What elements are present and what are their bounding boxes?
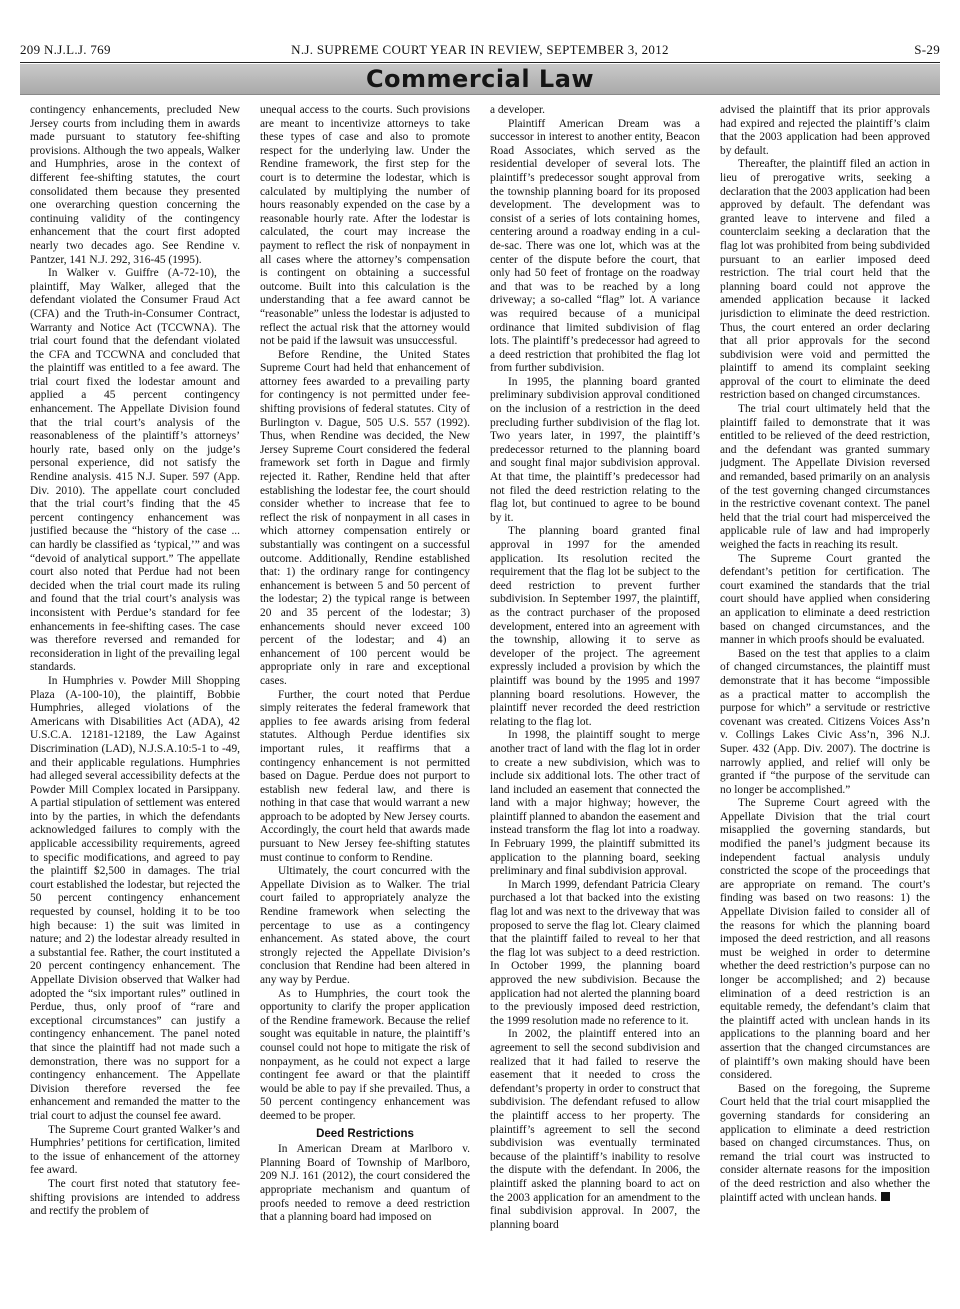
body-paragraph: Further, the court noted that Perdue simply reiterates the federal framework that applies to fee awards arising from federal statutes. Although Perdue identifies six important rules, it reaffirms that a contingency enhancement is not permitted based on Dague. Perdue does not purport to establish new federal law, and there is nothing in that case that would warrant a new approach to be adopted by New Jersey courts. Accordingly, the court held that awards made pursuant to New Jersey fee-shifting statutes must continue to conform to Rendine. xyxy=(260,688,470,864)
body-paragraph: In Walker v. Guiffre (A-72-10), the plaintiff, May Walker, alleged that the defendant violated the Consumer Fraud Act (CFA) and the Truth-in-Consumer Contract, Warranty and Notice Act (TCCWNA). The trial court found that the defendant violated the CFA and TCCWNA and concluded that the plaintiff was entitled to a fee award. The trial court fixed the lodestar amount and applied a 45 percent contingency enhancement. The Appellate Division found that the trial court’s analysis of the reasonableness of the plaintiff’s attorneys’ hourly rate, based only on the judge’s personal experience, did not satisfy the Rendine analysis. 415 N.J. Super. 597 (App. Div. 2010). The appellate court concluded that the trial court’s finding that the 45 percent contingency enhancement was justified because the “history of the case ... can hardly be classified as ‘typical,’” and was “devoid of analytical support.” The appellate court also noted that Perdue had not been decided when the trial court made its ruling and found that the trial court’s analysis was inconsistent with Perdue’s standard for fee enhancements in fee-shifting cases. The case was therefore reversed and remanded for reconsideration in light of the prevailing legal standards. xyxy=(30,267,240,674)
body-paragraph: The Supreme Court agreed with the Appellate Division that the trial court misapplied the governing standards, but modified the panel’s judgment because its independent factual analysis unduly constricted the scope of the proceedings that are appropriate on remand. The court’s finding was based on two reasons: 1) the Appellate Division failed to consider all of the reasons for which the planning board imposed the deed restriction, and all reasons must be weighed in order to determine whether the deed restriction’s purpose can no longer be accomplished; and 2) because elimination of a deed restriction is an equitable remedy, the defendant’s claim that the plaintiff acted with unclean hands in its applications to the planning board and her assertion that the changed circumstances are of plaintiff’s own making should have been considered. xyxy=(720,797,930,1082)
body-paragraph: Thereafter, the plaintiff filed an action in lieu of prerogative writs, seeking a declaration that the 2003 application had been approved by default. The defendant was granted leave to intervene and filed a counterclaim seeking a declaration that the flag lot was prohibited from being subdivided pursuant to an earlier imposed deed restriction. The trial court held that the planning board could not approve the amended application because it lacked jurisdiction to eliminate the deed restriction. Thus, the court entered an order declaring that all prior approvals for the second subdivision were void and permitted the plaintiff to amend its complaint seeking approval of the court to eliminate the deed restriction based on changed circumstances. xyxy=(720,158,930,402)
column-4 xyxy=(720,104,930,1289)
column-2 xyxy=(260,104,470,1289)
page-citation: 209 N.J.L.J. 769 xyxy=(20,42,111,57)
body-paragraph: The planning board granted final approval in 1997 for the amended application. Its resolution recited the requirement that the flag lot be subject to the deed restriction to prevent further subdivision. In September 1997, the plaintiff, as the contract purchaser of the proposed development, entered into an agreement with the township, allowing it to serve as developer of the project. The agreement expressly included a provision by which the plaintiff was bound by the 1995 and 1997 planning board resolutions. However, the plaintiff never recorded the deed restriction relating to the flag lot. xyxy=(490,525,700,728)
body-paragraph: Plaintiff American Dream was a successor in interest to another entity, Beacon Road Associates, which served as the residential developer of several lots. The plaintiff’s predecessor sought approval from the township planning board for its proposed development. The development was to consist of a series of lots containing homes, centering around a roadway ending in a cul-de-sac. There was one lot, which was at the center of the dispute before the court, that only had 50 feet of frontage on the roadway and that was to be reached by a long driveway; a so-called “flag” lot. A variance was required because of a municipal ordinance that limited subdivision of flag lots. The plaintiff’s predecessor had agreed to a deed restriction that prohibited the flag lot from further subdivision. xyxy=(490,117,700,375)
body-paragraph: In 1995, the planning board granted preliminary subdivision approval conditioned on the inclusion of a restriction in the deed precluding further subdivision of the flag lot. Two years later, in 1997, the plaintiff’s predecessor returned to the planning board and sought final major subdivision approval. At that time, the plaintiff’s predecessor had not filed the deed restriction relating to the flag lot, but continued to agree to be bound by it. xyxy=(490,375,700,524)
article-body xyxy=(30,104,930,1289)
body-paragraph: Before Rendine, the United States Supreme Court had held that enhancement of attorney fees awarded to a prevailing party for contingency is not permitted under fee-shifting provisions of federal statutes. City of Burlington v. Dague, 505 U.S. 557 (1992). Thus, when Rendine was decided, the New Jersey Supreme Court considered the federal framework set forth in Dague and firmly rejected it. Rather, Rendine held that after establishing the lodestar fee, the court should consider whether to increase that fee to reflect the risk of nonpayment in all cases in which attorney compensation entirely or substantially was contingent on a successful outcome. Additionally, Rendine established that: 1) the ordinary range for contingency enhancement is between 5 and 50 percent of the lodestar; 2) the typical range is between 20 and 35 percent of the lodestar; 3) enhancements should never exceed 100 percent of the lodestar; and 4) an enhancement of 100 percent would be appropriate only in rare and exceptional cases. xyxy=(260,348,470,687)
body-paragraph: The court first noted that statutory fee-shifting provisions are intended to address and rectify the problem of xyxy=(30,1177,240,1218)
body-paragraph: contingency enhancements, precluded New Jersey courts from including them in awards made pursuant to statutory fee-shifting provisions. Although the two appeals, Walker and Humphries, arose in the context of different fee-shifting statutes, the court consolidated them because they presented one overarching question concerning the continuing validity of the contingency enhancement that the court first adopted nearly two decades ago. See Rendine v. Pantzer, 141 N.J. 292, 316-45 (1995). xyxy=(30,104,240,266)
body-paragraph: unequal access to the courts. Such provisions are meant to incentivize attorneys to take these types of case and also to promote respect for the underlying law. Under the Rendine framework, the first step for the court is to determine the lodestar, which is calculated by multiplying the number of hours reasonably expended on the case by a reasonable hourly rate. After the lodestar is calculated, the court may increase the payment to reflect the risk of nonpayment in all cases where the attorney’s compensation is contingent on obtaining a successful outcome. Built into this calculation is the understanding that a fee award cannot be “reasonable” unless the lodestar is adjusted to reflect the actual risk that the attorney would not be paid if the lawsuit was unsuccessful. xyxy=(260,104,470,348)
body-paragraph: In American Dream at Marlboro v. Planning Board of Township of Marlboro, 209 N.J. 161 (2012), the court considered the appropriate mechanism and quantum of proofs needed to remove a deed restriction that a planning board had imposed on xyxy=(260,1143,470,1224)
body-paragraph: a developer. xyxy=(490,104,546,116)
body-paragraph: The trial court ultimately held that the plaintiff failed to demonstrate that it was entitled to be relieved of the deed restriction, and the defendant was granted summary judgment. The Appellate Division reversed and remanded, based primarily on an analysis of the test governing changed circumstances in the restrictive covenant context. The panel held that the trial court had misperceived the applicable rule of law and had improperly weighed the facts in reaching its result. xyxy=(720,403,930,551)
body-paragraph: Based on the test that applies to a claim of changed circumstances, the plaintiff must demonstrate that it has become “impossible as a practical matter to accomplish the purpose for which” a servitude or restrictive covenant was created. Citizens Voices Ass’n v. Collings Lakes Civic Ass’n, 396 N.J. Super. 432 (App. Div. 2007). The doctrine is narrowly applied, and relief will only be granted if “the purpose of the servitude can no longer be accomplished.” xyxy=(720,647,930,796)
end-of-article-mark xyxy=(881,1192,890,1201)
column-3 xyxy=(490,104,700,1289)
body-paragraph: Based on the foregoing, the Supreme Court held that the trial court misapplied the governing standards for considering an application to eliminate a deed restriction based on changed circumstances. Thus, on remand the trial court was instructed to consider alternate reasons for the imposition of the deed restriction and also whether the plaintiff acted with unclean hands. xyxy=(720,1082,930,1204)
body-paragraph: The Supreme Court granted Walker’s and Humphries’ petitions for certification, limited to the issue of enhancement of the attorney fee award. xyxy=(30,1123,240,1177)
section-subheading: Deed Restrictions xyxy=(316,1127,414,1140)
page-number: S-29 xyxy=(914,42,940,57)
body-paragraph: In Humphries v. Powder Mill Shopping Plaza (A-100-10), the plaintiff, Bobbie Humphries, alleged violations of the Americans with Disabilities Act (ADA), 42 U.S.C.A. 12181-12189, the Law Against Discrimination (LAD), N.J.S.A.10:5-1 to -49, and their applicable regulations. Humphries had alleged several accessibility defects at the Powder Mill Complex located in Parsippany. A partial stipulation of settlement was entered into by the parties, in which the defendants acknowledged failures to comply with the applicable accessibility requirements, agreed to specific modifications, and agreed to pay the plaintiff $2,500 in damages. The trial court established the lodestar, but rejected the 50 percent contingency enhancement requested by counsel, holding it to be too high because: 1) the suit was limited in nature; and 2) the lodestar already resulted in a substantial fee. Rather, the court instituted a 20 percent contingency enhancement. The Appellate Division observed that Walker had adopted the “six important rules” outlined in Perdue, thus, only proof of “rare and exceptional circumstances” can justify a contingency enhancement. The panel noted that since the plaintiff had not made such a demonstration, there was no support for a contingency enhancement. The Appellate Division therefore reversed the fee enhancement and remanded the matter to the trial court to adjust the counsel fee award. xyxy=(30,674,240,1122)
body-paragraph: In 2002, the plaintiff entered into an agreement to sell the second subdivision and realized that it had failed to reserve the easement that it needed to cross the defendant’s property in order to construct that subdivision. The defendant refused to allow the plaintiff access to her property. The plaintiff’s agreement to sell the second subdivision was eventually terminated because of the plaintiff’s inability to resolve the dispute with the defendant. In 2006, the plaintiff asked the planning board to act on the 2003 application for an amendment to the final subdivision approval. In 2007, the planning board xyxy=(490,1028,700,1231)
body-paragraph: advised the plaintiff that its prior approvals had expired and rejected the plaintiff’s claim that the 2003 application had been approved by default. xyxy=(720,104,930,157)
section-banner xyxy=(20,64,940,95)
body-paragraph: Ultimately, the court concurred with the Appellate Division as to Walker. The trial court failed to appropriately analyze the Rendine framework when selecting the percentage to use as a contingency enhancement. As stated above, the court strongly rejected the Appellate Division’s conclusion that Rendine had been altered in any way by Perdue. xyxy=(260,865,470,986)
body-paragraph: In 1998, the plaintiff sought to merge another tract of land with the flag lot in order to create a new subdivision, which was to include six additional lots. The other tract of land included an easement that connected the land with a major highway; however, the plaintiff planned to abandon the easement and instead transform the flag lot into a roadway. In February 1999, the plaintiff submitted its application to the planning board, seeking preliminary and final subdivision approval. xyxy=(490,729,700,878)
section-title: Commercial Law xyxy=(365,65,595,93)
body-paragraph: The Supreme Court granted the defendant’s petition for certification. The court examined the standards that the trial court should have applied when considering an application to eliminate a deed restriction based on changed circumstances, and the manner in which proofs should be evaluated. xyxy=(720,552,930,647)
body-paragraph: In March 1999, defendant Patricia Cleary purchased a lot that backed into the existing flag lot and was next to the driveway that was proposed to serve the flag lot. Cleary claimed that the plaintiff failed to reveal to her that the flag lot was subject to a deed restriction. In October 1999, the planning board approved the new subdivision. Because the application had not alerted the planning board to the previously imposed deed restriction, the 1999 resolution made no reference to it. xyxy=(490,878,700,1027)
publication-title: N.J. SUPREME COURT YEAR IN REVIEW, SEPTEMBER 3, 2012 xyxy=(291,42,669,57)
body-paragraph: As to Humphries, the court took the opportunity to clarify the proper application of the Rendine framework. Because the relief sought was equitable in nature, the plaintiff’s counsel could not hope to mitigate the risk of nonpayment, as he could not expect a large contingent fee award or that the plaintiff would be able to pay if she prevailed. Thus, a 50 percent contingency enhancement was deemed to be proper. xyxy=(260,987,470,1122)
page-header xyxy=(20,40,940,63)
column-1 xyxy=(30,104,240,1289)
